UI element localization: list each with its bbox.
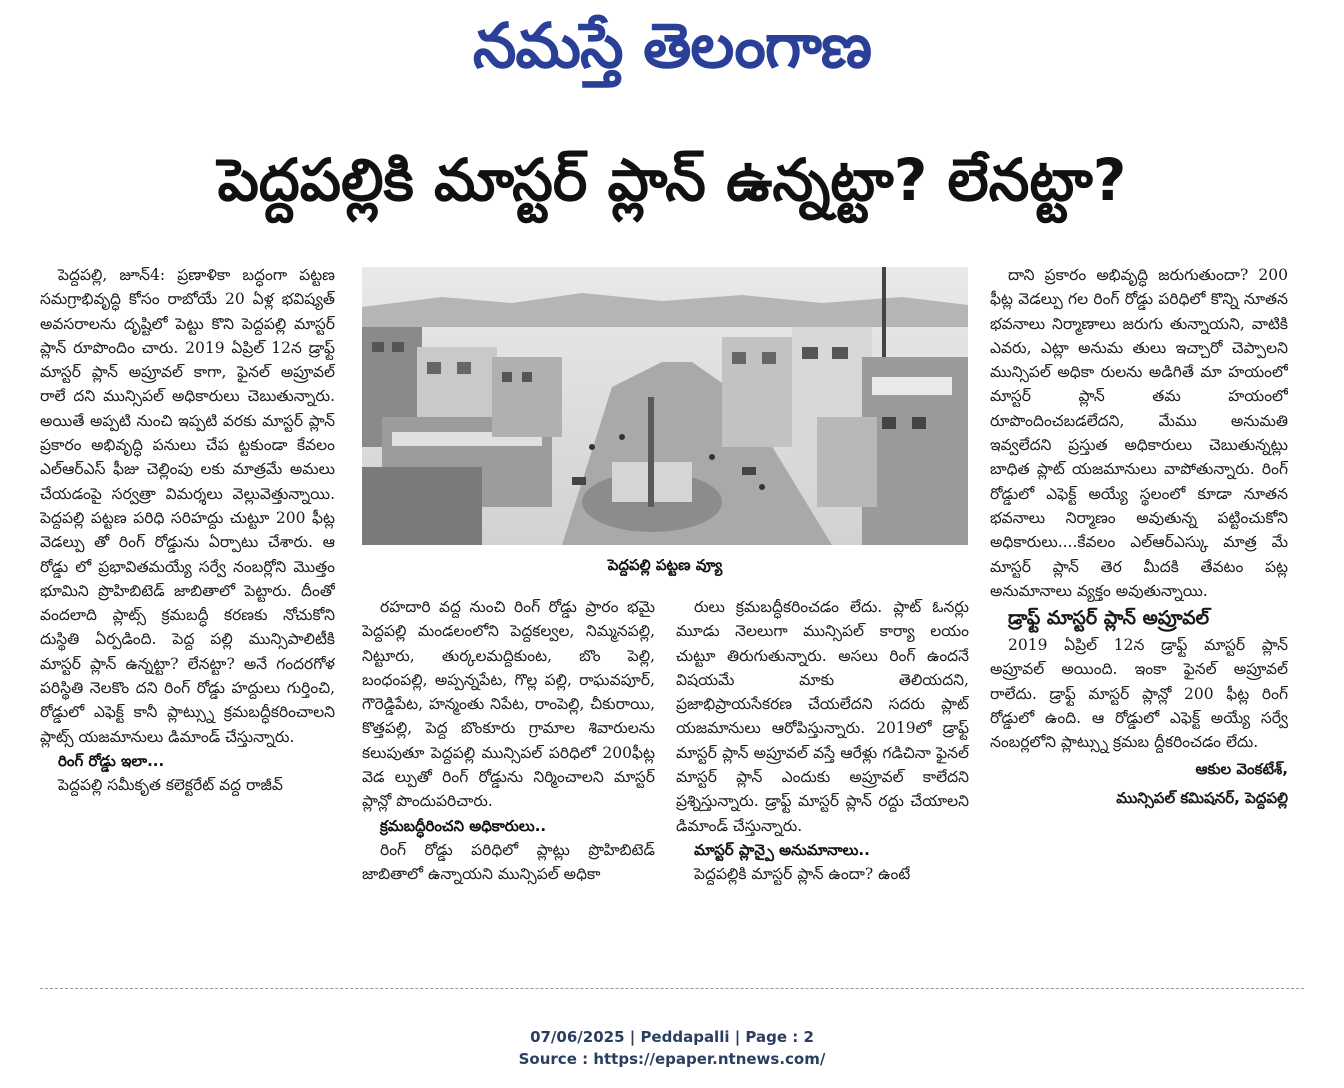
paragraph: దాని ప్రకారం అభివృద్ధి జరుగుతుందా? 200 ఫీట్ల వెడల్పు గల రింగ్ రోడ్డు పరిధిలో కొన్ని నూతన భవనాలు నిర్మాణాలు జరుగు తున్నాయని, వాటికి ఎవరు, ఎట్లా అనుమ తులు ఇచ్చారో చెప్పాలని మున్సిపల్ అధికా రులను అడిగితే మా హయంలో మాస్టర్ ప్లాన్ తమ హయంలో రూపొందించబడలేదని, మేము అనుమతి ఇవ్వలేదని ప్రస్తుత అధికారులు చెబుతున్నట్లు బాధిత ప్లాట్ యజమానులు వాపోతున్నారు. రింగ్ రోడ్డులో ఎఫెక్ట్ అయ్యే స్థలంలో కూడా నూతన భవనాలు నిర్మాణం అవుతున్న పట్టించుకోని అధికారులు....కేవలం ఎల్ఆర్ఎస్కు మాత్ర మే మాస్టర్ ప్లాన్ తెర మీదకి తేవటం పట్ల అనుమానాలు వ్యక్తం అవుతున్నాయి. (990, 266, 1288, 600)
paragraph: పెద్దపల్లి, జూన్4: ప్రణాళికా బద్ధంగా పట్టణ సమగ్రాభివృద్ధి కోసం రాబోయే 20 ఏళ్ల భవిష్యత్ అవసరాలను దృష్టిలో పెట్టు కొని పెద్దపల్లి మాస్టర్ ప్లాన్ రూపొందిం చారు. 2019 ఏప్రిల్ 12న డ్రాఫ్ట్ మాస్టర్ ప్లాన్ అప్రూవల్ కాగా, ఫైనల్ అప్రూవల్ రాలే దని మున్సిపల్ అధికారులు చెబుతున్నారు. అయితే అప్పటి నుంచి ఇప్పటి వరకు మాస్టర్ ప్లాన్ ప్రకారం అభివృద్ధి పనులు చేప ట్టకుండా కేవలం ఎల్ఆర్ఎస్ ఫీజు చెల్లింపు లకు మాత్రమే అమలు చేయడంపై సర్వత్రా విమర్శలు వెల్లువెత్తున్నాయి. పెద్దపల్లి పట్టణ పరిధి సరిహద్దు చుట్టూ 200 ఫీట్ల వెడల్పు తో రింగ్ రోడ్డును ఏర్పాటు చేశారు. ఆ రోడ్డు లో ప్రభావితమయ్యే సర్వే నంబర్లోని మొత్తం భూమిని ప్రొహిబిటెడ్ జాబితాలో పెట్టారు. దీంతో వందలాది ప్లాట్స్ క్రమబద్ధీ కరణకు నోచుకోని దుస్థితి ఏర్పడింది. పెద్ద పల్లి మున్సిపాలిటీకి మాస్టర్ ప్లాన్ ఉన్నట్టా? లేనట్టా? అనే గందరగోళ పరిస్థితి నెలకొం దని రింగ్ రోడ్డు హద్దులు గుర్తించి, రోడ్డులో ఎఫెక్ట్ కానీ ప్లాట్స్ను క్రమబద్ధీకరించాలని ప్లాట్స్ యజమానులు డిమాండ్ చేస్తున్నారు. (40, 266, 335, 746)
town-photo-illustration (362, 267, 968, 545)
footer-date-page: 07/06/2025 | Peddapalli | Page : 2 (530, 1028, 814, 1046)
article-column-1 (40, 263, 335, 963)
article-column-3 (676, 595, 969, 955)
paragraph: పెద్దపల్లి సమీకృత కలెక్టరేట్ వద్ద రాజీవ్ (58, 775, 283, 794)
box-heading: డ్రాఫ్ట్ మాస్టర్ ప్లాన్ అప్రూవల్ (1008, 607, 1210, 630)
signature-name: ఆకుల వెంకటేశ్, (1195, 759, 1288, 778)
footer-source[interactable]: Source : https://epaper.ntnews.com/ (518, 1050, 826, 1068)
paragraph: 2019 ఏప్రిల్ 12న డ్రాఫ్ట్ మాస్టర్ ప్లాన్ అప్రూవల్ అయింది. ఇంకా ఫైనల్ అప్రూవల్ రాలేదు. డ్రాఫ్ట్ మాస్టర్ ప్లాన్లో 200 ఫీట్ల రింగ్ రోడ్డులో ఉంది. ఆ రోడ్డులో ఎఫెక్ట్ అయ్యే సర్వే నంబర్లలోని ప్లాట్స్ను క్రమబ ద్దీకరించడం లేదు. (990, 636, 1288, 752)
subheading-officials: క్రమబద్ధీరించని అధికారులు.. (380, 816, 547, 835)
headline: పెద్దపల్లికి మాస్టర్ ప్లాన్ ఉన్నట్టా? లేనట్టా? (217, 146, 1127, 214)
signature-title: మున్సిపల్ కమిషనర్, పెద్దపల్లి (1116, 788, 1288, 807)
article-column-2 (362, 595, 655, 955)
subheading-doubts: మాస్టర్ ప్లాన్పై అనుమానాలు.. (694, 840, 870, 859)
photo-caption: పెద్దపల్లి పట్టణ వ్యూ (607, 556, 723, 574)
paragraph: రింగ్ రోడ్డు పరిధిలో ప్లాట్లు ప్రొహిబిటెడ్ జాబితాలో ఉన్నాయని మున్సిపల్ అధికా (362, 840, 655, 883)
paragraph: రులు క్రమబద్ధీకరించడం లేదు. ప్లాట్ ఓనర్లు మూడు నెలలుగా మున్సిపల్ కార్యా లయం చుట్టూ తిరుగుతున్నారు. అసలు రింగ్ ఉందనే విషయమే మాకు తెలియదని, ప్రజాభిప్రాయసేకరణ చేయలేదని సదరు ప్లాట్ యజమానులు ఆరోపిస్తున్నారు. 2019లో డ్రాఫ్ట్ మాస్టర్ ప్లాన్ అప్రూవల్ వస్తే ఆరేళ్లు గడిచినా ఫైనల్ మాస్టర్ ప్లాన్ ఎందుకు అప్రూవల్ కాలేదని ప్రశ్నిస్తున్నారు. డ్రాఫ్ట్ మాస్టర్ ప్లాన్ రద్దు చేయాలని డిమాండ్ చేస్తున్నారు. (676, 598, 969, 835)
subheading-ring-road: రింగ్ రోడ్డు ఇలా... (58, 751, 165, 770)
masthead-logo: నమస్తే తెలంగాణ (472, 9, 872, 82)
paragraph: పెద్దపల్లికి మాస్టర్ ప్లాన్ ఉందా? ఉంటే (694, 864, 911, 883)
bottom-divider (40, 988, 1304, 989)
article-column-4 (990, 263, 1288, 963)
footer (0, 1026, 1344, 1070)
paragraph: రహదారి వద్ద నుంచి రింగ్ రోడ్డు ప్రారం భమై పెద్దపల్లి మండలంలోని పెద్దకల్వల, నిమ్మనపల్లి, నిట్టూరు, తుర్కలమద్దికుంట, బొం పెల్లి, బంధంపల్లి, అప్పన్నపేట, గొల్ల పల్లి, రాఘవపూర్, గౌరెడ్డిపేట, హన్మంతు నిపేట, రాంపెల్లి, చీకురాయి, కొత్తపల్లి, పెద్ద బొంకూరు గ్రామాల శివారులను కలుపుతూ పెద్దపల్లి మున్సిపల్ పరిధిలో 200ఫీట్ల వెడ ల్పుతో రింగ్ రోడ్డును నిర్మించాలని మాస్టర్ ప్లాన్లో పొందుపరిచారు. (362, 598, 655, 811)
town-view-photo (362, 267, 968, 545)
